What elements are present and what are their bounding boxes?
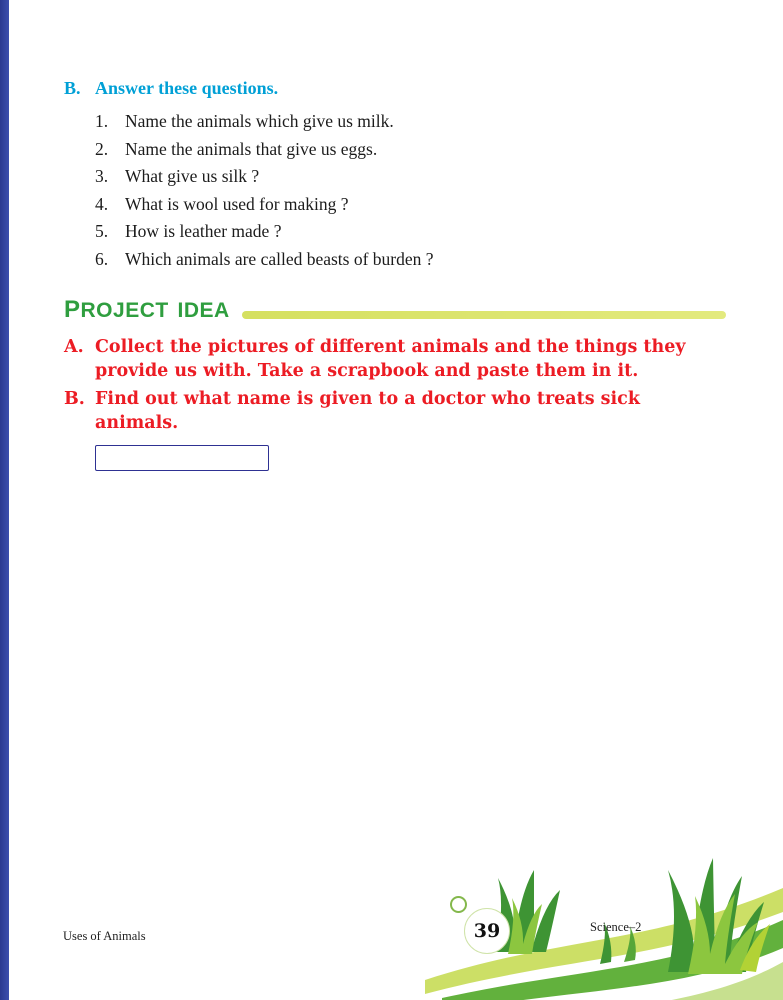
section-b-title: Answer these questions.: [95, 78, 279, 98]
footer-chapter-title: Uses of Animals: [63, 929, 146, 943]
question-number: 6.: [95, 248, 109, 269]
project-item-text: Find out what name is given to a doctor who treats sick animals.: [95, 389, 640, 433]
footer-book-title: Science–2: [590, 920, 642, 934]
section-b-label: B.: [64, 78, 81, 98]
question-number: 2.: [95, 138, 109, 159]
page-content: [64, 78, 726, 471]
question-row: [64, 218, 726, 246]
project-item-label: A.: [64, 337, 84, 357]
page-number: 39: [473, 920, 501, 942]
question-text: What is wool used for making ?: [125, 193, 349, 214]
project-idea-header: [64, 289, 726, 323]
question-text: Name the animals which give us milk.: [125, 111, 394, 131]
ornament-circle: [450, 896, 467, 913]
question-row: [64, 191, 726, 219]
question-number: 5.: [95, 221, 109, 241]
question-text: Which animals are called beasts of burden ?: [125, 248, 434, 269]
question-row: [64, 136, 726, 164]
question-text: How is leather made ?: [125, 221, 282, 241]
project-idea-title: project idea: [64, 287, 230, 325]
page-number-badge: [464, 908, 510, 954]
question-row: [64, 246, 726, 274]
question-row: [64, 163, 726, 191]
project-item: [64, 387, 726, 435]
question-number: 1.: [95, 111, 109, 131]
answer-box[interactable]: [95, 445, 269, 471]
grass-decoration: [0, 820, 783, 1000]
project-items-list: [64, 335, 726, 435]
project-item-text: Collect the pictures of different animals and the things they provide us with. Take a scrapbook and paste them in it.: [95, 337, 686, 381]
question-number: 4.: [95, 193, 109, 214]
project-item: [64, 335, 726, 383]
heading-underline-bar: [242, 311, 726, 319]
question-text: What give us silk ?: [125, 166, 260, 186]
question-text: Name the animals that give us eggs.: [125, 138, 378, 159]
question-number: 3.: [95, 166, 109, 186]
question-row: [64, 108, 726, 136]
questions-list: [64, 108, 726, 273]
project-item-label: B.: [64, 389, 85, 409]
section-b-heading: [64, 78, 726, 99]
